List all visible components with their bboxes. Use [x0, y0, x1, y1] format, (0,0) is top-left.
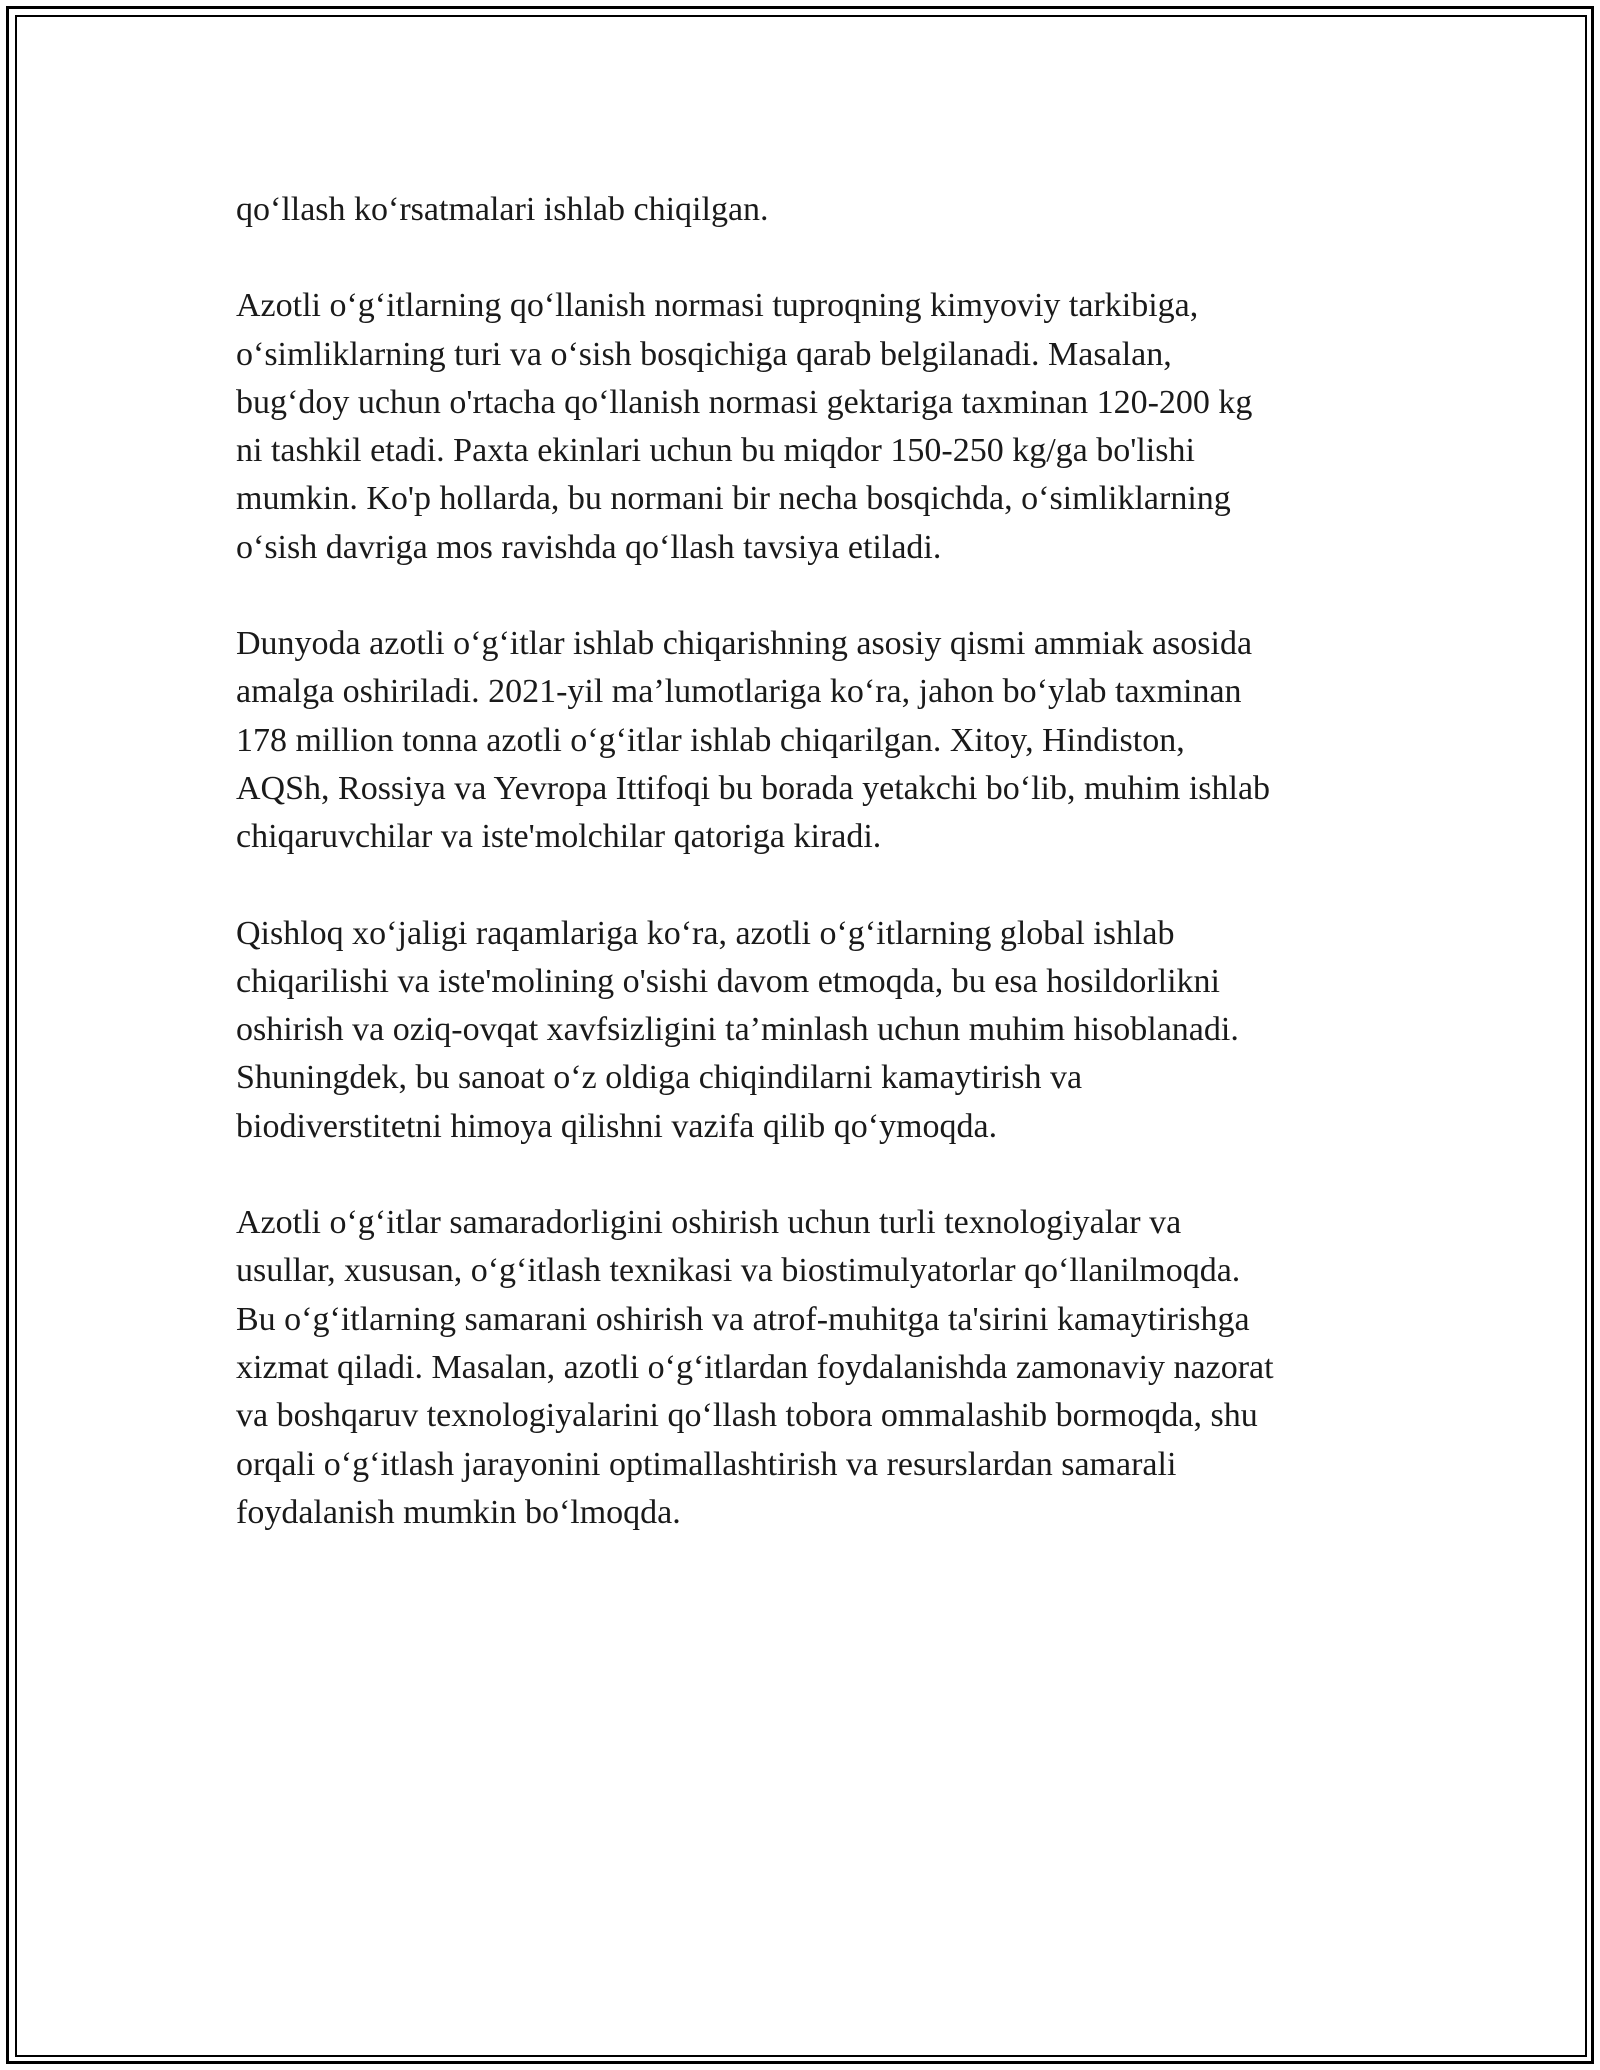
text-line: Azotli o‘g‘itlar samaradorligini oshirish uchun turli texnologiyalar va: [236, 1204, 1182, 1242]
text-line: Dunyoda azotli o‘g‘itlar ishlab chiqarishning asosiy qismi ammiak asosida: [236, 625, 1253, 663]
text-line: qo‘llash ko‘rsatmalari ishlab chiqilgan.: [236, 191, 769, 228]
text-line: oshirish va oziq-ovqat xavfsizligini ta’minlash uchun muhim hisoblanadi.: [236, 1011, 1239, 1049]
text-line: o‘simliklarning turi va o‘sish bosqichiga qarab belgilanadi. Masalan,: [236, 335, 1172, 373]
text-line: amalga oshiriladi. 2021-yil ma’lumotlariga ko‘ra, jahon bo‘ylab taxminan: [236, 673, 1242, 711]
text-line: Azotli o‘g‘itlarning qo‘llanish normasi tuproqning kimyoviy tarkibiga,: [236, 287, 1199, 325]
text-line: chiqarilishi va iste'molining o'sishi davom etmoqda, bu esa hosildorlikni: [236, 962, 1220, 1000]
text-line: bug‘doy uchun o'rtacha qo‘llanish normasi gektariga taxminan 120-200 kg: [236, 383, 1253, 421]
paragraph-1: [236, 186, 1366, 234]
text-line: Qishloq xo‘jaligi raqamlariga ko‘ra, azotli o‘g‘itlarning global ishlab: [236, 914, 1175, 952]
text-line: ni tashkil etadi. Paxta ekinlari uchun bu miqdor 150-250 kg/ga bo'lishi: [236, 432, 1195, 470]
text-line: o‘sish davriga mos ravishda qo‘llash tavsiya etiladi.: [236, 528, 942, 566]
paragraph-4: [236, 910, 1366, 1151]
text-line: Bu o‘g‘itlarning samarani oshirish va atrof-muhitga ta'sirini kamaytirishga: [236, 1300, 1250, 1338]
text-line: orqali o‘g‘itlash jarayonini optimallashtirish va resurslardan samarali: [236, 1445, 1177, 1483]
text-line: xizmat qiladi. Masalan, azotli o‘g‘itlardan foydalanishda zamonaviy nazorat: [236, 1348, 1274, 1386]
text-line: usullar, xususan, o‘g‘itlash texnikasi va biostimulyatorlar qo‘llanilmoqda.: [236, 1252, 1241, 1290]
text-line: AQSh, Rossiya va Yevropa Ittifoqi bu borada yetakchi bo‘lib, muhim ishlab: [236, 769, 1271, 807]
text-line: foydalanish mumkin bo‘lmoqda.: [236, 1493, 681, 1531]
text-line: biodiverstitetni himoya qilishni vazifa qilib qo‘ymoqda.: [236, 1107, 998, 1145]
paragraph-5: [236, 1199, 1366, 1537]
text-line: 178 million tonna azotli o‘g‘itlar ishlab chiqarilgan. Xitoy, Hindiston,: [236, 721, 1185, 759]
text-line: chiqaruvchilar va iste'molchilar qatoriga kiradi.: [236, 818, 882, 856]
text-line: va boshqaruv texnologiyalarini qo‘llash tobora ommalashib bormoqda, shu: [236, 1397, 1258, 1435]
paragraph-2: [236, 282, 1366, 572]
text-line: Shuningdek, bu sanoat o‘z oldiga chiqindilarni kamaytirish va: [236, 1059, 1083, 1097]
document-body: [236, 186, 1366, 1585]
text-line: mumkin. Ko'p hollarda, bu normani bir necha bosqichda, o‘simliklarning: [236, 480, 1231, 518]
paragraph-3: [236, 620, 1366, 861]
